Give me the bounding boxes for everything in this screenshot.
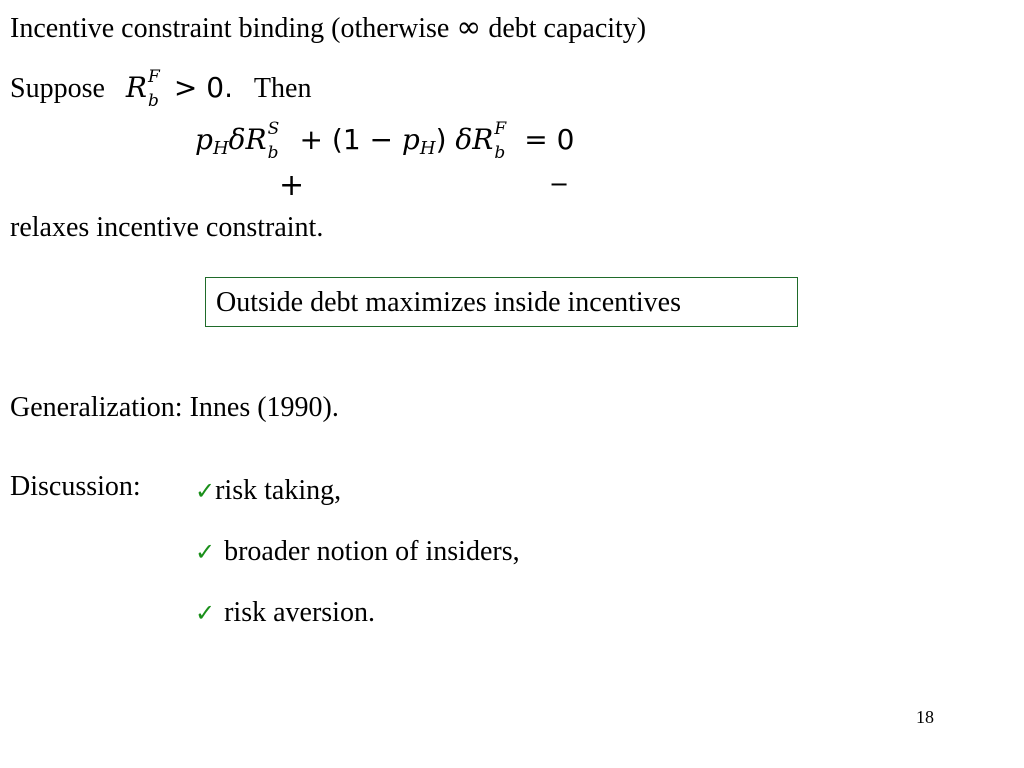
eq-equals: = [524, 123, 548, 156]
relaxes-text: relaxes incentive constraint. [10, 212, 324, 243]
incentive-text-before: Incentive constraint binding (otherwise [10, 13, 450, 44]
eq-scripts-2 [493, 119, 511, 163]
eq-zero: 0 [556, 123, 575, 156]
discussion-label: Discussion: [10, 471, 141, 502]
cond-sup: F [148, 67, 160, 87]
check-icon: ✓ [195, 538, 216, 566]
eq-sub-b1: b [267, 143, 279, 163]
generalization-text: Generalization: Innes (1990). [10, 392, 339, 423]
cond-sub: b [148, 91, 159, 111]
eq-one: 1 [342, 123, 361, 156]
cond-value: 0. [206, 71, 233, 104]
eq-lparen: ( [331, 123, 343, 156]
then-label: Then [253, 73, 312, 104]
discussion-item-2 [195, 536, 520, 568]
line-suppose [10, 67, 312, 111]
check-icon: ✓ [195, 599, 216, 627]
line-incentive-binding [10, 12, 646, 45]
discussion-item-1 [195, 475, 341, 507]
eq-scripts-1 [267, 119, 285, 163]
sign-minus: − [549, 170, 570, 198]
eq-delta: δ [228, 123, 246, 156]
eq-sub-b2: b [494, 143, 506, 163]
eq-sup-F: F [494, 119, 507, 139]
eq-R1: R [245, 123, 267, 156]
eq-p: p [195, 123, 213, 156]
suppose-condition [125, 67, 242, 111]
cond-relation: > [173, 71, 198, 104]
eq-delta2: δ [455, 123, 473, 156]
sign-plus: + [279, 168, 305, 203]
boxed-statement: Outside debt maximizes inside incentives [205, 277, 798, 327]
check-icon: ✓ [195, 477, 216, 505]
suppose-label: Suppose [10, 73, 105, 104]
infinity-symbol: ∞ [456, 10, 482, 45]
eq-plus: + [299, 123, 323, 156]
eq-H2: H [419, 138, 436, 159]
discussion-item-text: broader notion of insiders, [224, 536, 520, 567]
eq-p2: p [401, 123, 420, 156]
incentive-text-after: debt capacity) [488, 13, 647, 44]
cond-R: R [125, 71, 147, 104]
eq-minus: − [369, 123, 394, 156]
equation-incentive [195, 119, 575, 165]
eq-rparen: ) [435, 123, 447, 156]
discussion-item-3 [195, 597, 375, 629]
discussion-item-text: risk taking, [215, 475, 342, 506]
discussion-item-text: risk aversion. [224, 597, 375, 628]
page-number: 18 [916, 707, 934, 727]
cond-scripts [147, 67, 165, 111]
eq-R2: R [472, 123, 494, 156]
eq-H: H [212, 138, 229, 159]
eq-sup-S: S [267, 119, 280, 139]
